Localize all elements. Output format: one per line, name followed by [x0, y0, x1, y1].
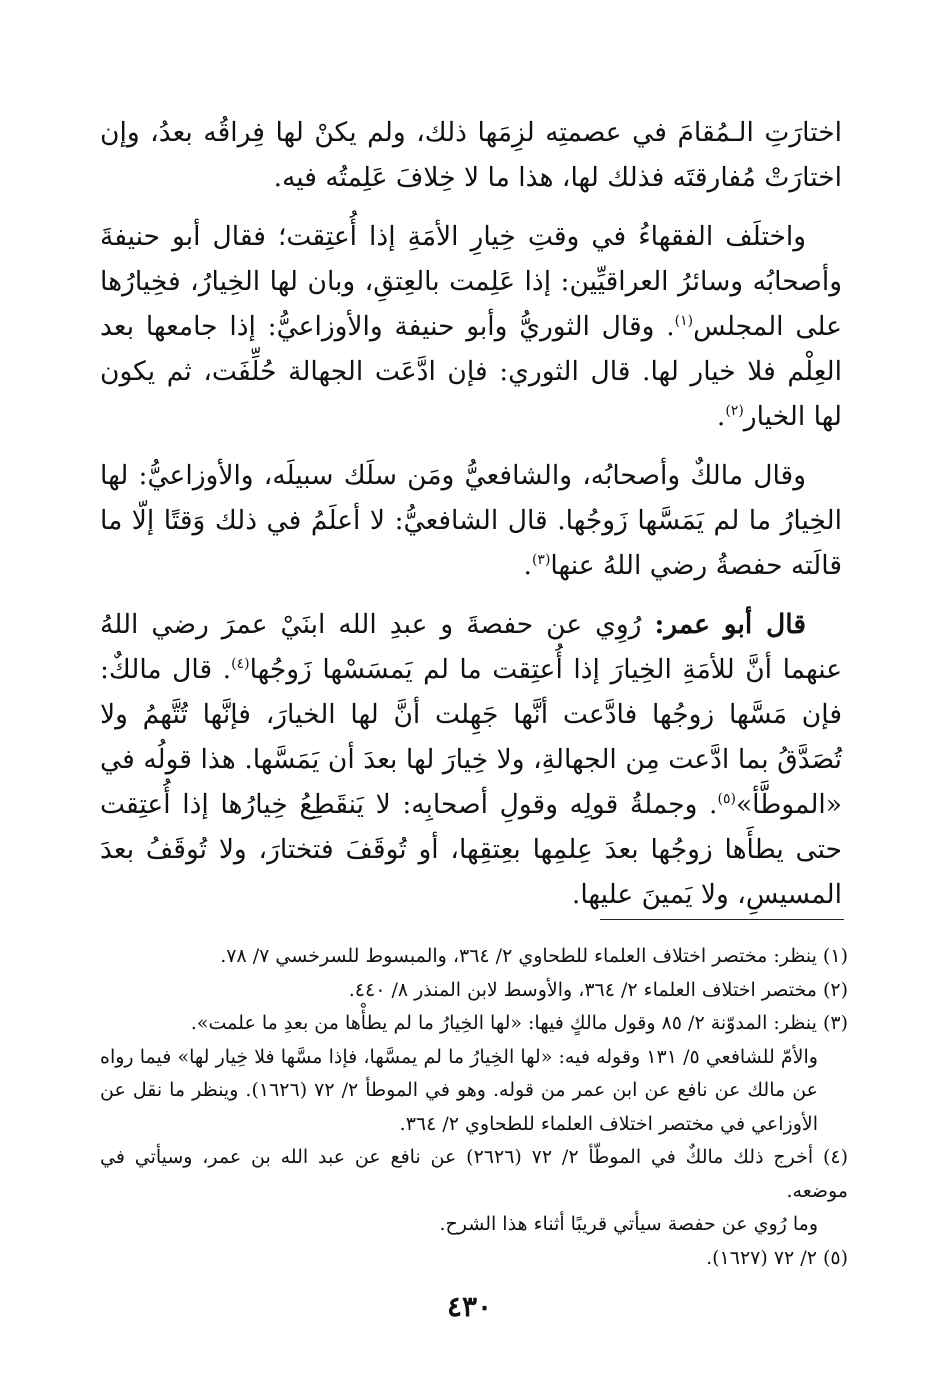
footnote-divider	[600, 919, 844, 920]
paragraph-1: اختارَتِ الـمُقامَ في عصمتِه لزِمَها ذلك، ولم يكنْ لها فِراقُه بعدُ، وإن اختارَتْ مُفارقتَه فذلك لها، هذا ما لا خِلافَ عَلِمتُه فيه.	[100, 117, 842, 193]
footnotes	[100, 940, 848, 1275]
footnote-2: (٢) مختصر اختلاف العلماء ٢/ ٣٦٤، والأوسط لابن المنذر ٨/ ٤٤٠.	[348, 978, 848, 1001]
footnote-ref-1[interactable]: (١)	[674, 313, 694, 330]
footnote-1: (١) ينظر: مختصر اختلاف العلماء للطحاوي ٢/ ٣٦٤، والمبسوط للسرخسي ٧/ ٧٨.	[220, 945, 848, 967]
footnote-3: (٣) ينظر: المدوّنة ٢/ ٨٥ وقول مالكٍ فيها: «لها الخِيارُ ما لم يطأْها من بعدِ ما علمت».	[190, 1012, 848, 1034]
page-number: ٤٣٠	[446, 1290, 493, 1323]
footnote-5: (٥) ٢/ ٧٢ (١٦٢٧).	[706, 1246, 848, 1269]
footnote-3-continuation: والأمّ للشافعي ٥/ ١٣١ وقوله فيه: «لها الخِيارُ ما لم يمسَّها، فإذا مسَّها فلا خِيار لها» فيما رواه عن مالك عن نافع عن ابن عمر من قوله. وهو في الموطأ ٢/ ٧٢ (١٦٢٦). وينظر ما نقل عن الأوزاعي في مختصر اختلاف العلماء للطحاوي ٢/ ٣٦٤.	[100, 1045, 818, 1135]
paragraph-2: واختلَف الفقهاءُ في وقتِ خِيارِ الأمَةِ إذا أُعتِقت؛ فقال أبو حنيفةَ وأصحابُه وسائرُ العراقيِّين: إذا عَلِمت بالعِتقِ، وبان لها الخِيارُ، فخِيارُها على المجلس$^{(١)}$. وقال الثوريُّ وأبو حنيفة والأوزاعيُّ: إذا جامعها بعد العِلْم فلا خيار لها. قال الثوري: فإن ادَّعَت الجهالة حُلِّفَت، ثم يكون لها الخيار$^{(٢)}$.	[100, 221, 842, 432]
lead-phrase: قال أبو عمر:	[654, 609, 806, 640]
paragraph-4: قال أبو عمر: رُوِي عن حفصةَ و عبدِ الله ابنَيْ عمرَ رضي اللهُ عنهما أنَّ للأمَةِ الخِيارَ إذا أُعتِقت ما لم يَمسَسْها زَوجُها$^{(٤)}$. قال مالكٌ: فإن مَسَّها زوجُها فادَّعت أنَّها جَهِلت أنَّ لها الخيارَ، فإنَّها تُتَّهمُ ولا تُصَدَّقُ بما ادَّعت مِن الجهالةِ، ولا خِيارَ لها بعدَ أن يَمَسَّها. هذا قولُه في «الموطَّأ»$^{(٥)}$. وجملةُ قولِه وقولِ أصحابِه: لا يَنقَطِعُ خِيارُها إذا أُعتِقت حتى يطأَها زوجُها بعدَ عِلمِها بعِتقِها، أو تُوقَفَ فتختارَ، ولا تُوقَفُ بعدَ المسيسِ، ولا يَمينَ عليها.	[100, 609, 842, 910]
footnote-ref-5[interactable]: (٥)	[717, 791, 736, 808]
footnote-ref-4[interactable]: (٤)	[231, 656, 250, 673]
paragraph-3: وقال مالكٌ وأصحابُه، والشافعيُّ ومَن سلَك سبيلَه، والأوزاعيُّ: لها الخِيارُ ما لم يَمَسَّها زَوجُها. قال الشافعيُّ: لا أعلَمُ في ذلك وَقتًا إلّا ما قالَته حفصةُ رضي اللهُ عنها$^{(٣)}$.	[100, 460, 842, 581]
footnote-4-continuation: وما رُوي عن حفصة سيأتي قريبًا أثناء هذا الشرح.	[439, 1213, 818, 1235]
footnote-ref-3[interactable]: (٣)	[531, 552, 551, 569]
main-text	[100, 110, 842, 931]
footnote-4: (٤) أخرج ذلك مالكٌ في الموطّأ ٢/ ٧٢ (٢٦٢٦) عن نافع عن عبد الله بن عمر، وسيأتي في موضعه.	[100, 1146, 848, 1202]
footnote-ref-2[interactable]: (٢)	[725, 403, 744, 420]
